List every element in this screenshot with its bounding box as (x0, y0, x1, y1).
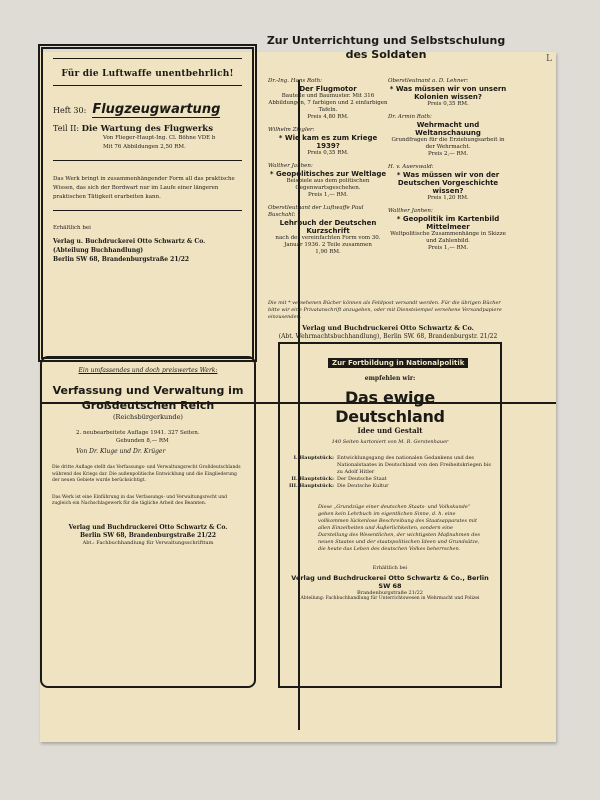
contents-list (288, 455, 492, 490)
book-item: Oberstleutnant a. D. Lehner: * Was müssen wir von unsern Kolonien wissen? Preis 0,35 RM. (388, 78, 507, 107)
book-item: Walther Janhen: * Geopolitisches zur Weltlage Beispiele aus dem politischen Gegenwartsgeschehen. Preis 1,— RM. (268, 163, 387, 198)
left-book-list (268, 78, 388, 262)
book-item: Dr. Armin Roth: Wehrmacht und Weltanschauung Grundfragen für die Erziehungsarbeit in der Wehrmacht. Preis 2,— RM. (388, 114, 505, 157)
right-book-list (388, 78, 508, 262)
publisher-address: Brandenburgstraße 21/22 (357, 590, 423, 596)
soldier-books-section (264, 34, 508, 340)
description: Das Werk bringt in zusammenhängender Form all das praktische Wissen, das sich der Bordwart nur im Laufe einer längeren praktischen Tätigkeit erarbeiten kann. (53, 176, 235, 200)
publisher-info: Verlag und Buchdruckerei Otto Schwartz & Co. Berlin SW 68, Brandenburgstraße 21/22 (68, 523, 228, 539)
edition-line: 2. neubearbeitete Auflage 1941. 327 Seiten. (76, 430, 200, 436)
book-title: Das ewige Deutschland (335, 388, 445, 426)
publisher-info: Verlag u. Buchdruckerei Otto Schwartz & Co. (Abteilung Buchhandlung) Berlin SW 68, Brandenburgstraße 21/22 (53, 238, 206, 263)
book-item: Dr.-Ing. Hans Roth: Der Flugmotor Bauteile und Baumuster. Mit 316 Abbildungen, 7 farbigen und 2 einfarbigen Tafeln. Preis 4,80 RM. (268, 78, 388, 120)
ad-ewige-deutschland (278, 342, 502, 688)
book-item: H. v. Auerswald: * Was müssen wir von der Deutschen Vorgeschichte wissen? Preis 1,20 RM. (388, 164, 500, 201)
content-part: II. Hauptstück: Der Deutsche Staat (291, 476, 387, 482)
body-text-2: Das Werk ist eine Einführung in das Verfassungs- und Verwaltungsrecht und zugleich ein Nachschlagewerk für die tägliche Arbeit des Beamten. (52, 494, 227, 506)
pages-line: 140 Seiten kartoniert von M. R. Gerstenhauer (331, 439, 449, 445)
book-item: Oberstleutnant der Luftwaffe Paul Buschahl: Lehrbuch der Deutschen Kurzschrift nach der vereinfachten Form vom 30. Januar 1936. 2 Teile zusammen 1,90 RM. (268, 205, 381, 255)
book-item: Wilhelm Ziegler: * Wie kam es zum Kriege 1939? Preis 0,35 RM. (268, 127, 378, 156)
content-part: III. Hauptstück: Die Deutsche Kultur (288, 483, 389, 489)
ad-flugzeugwartung (38, 44, 257, 362)
feldpost-note: Die mit * versehenen Bücher können als Feldpost versandt werden. Für die übrigen Bücher bitte wir eine Privatanschrift anzugeben, oder mit Dienstsiempel versehene Versandpapiere einzusenden. (268, 300, 502, 320)
ad-verfassung (40, 356, 256, 688)
book-subtitle: Idee und Gestalt (357, 426, 423, 435)
available-label: Erhältlich bei (53, 225, 91, 231)
corner-mark: L (546, 54, 552, 64)
authors-line: Von Dr. Kluge und Dr. Krüger (76, 448, 166, 455)
section-title: Zur Unterrichtung und Selbstschulung des Soldaten (266, 34, 506, 61)
book-item: Walther Janhen: * Geopolitik im Kartenbild Mittelmeer Weltpolitische Zusammenhänge in Skizze und Zahlenbild. Preis 1,— RM. (388, 208, 506, 251)
teil-label: Teil II: (53, 124, 80, 133)
content-part: I. Hauptstück: Entwicklungsgang des nationalen Gedankens und des Nationalstaates in Deutschland von den Freiheitskriegen bis zu Adolf Hitler (293, 455, 491, 475)
price-line: Gebunden 8,— RM (116, 438, 169, 444)
publisher-department: Abteilung: Fachbuchhandlung für Unterrichtswesen in Wehrmacht und Polizei (300, 596, 480, 601)
available-label: Erhältlich bei (372, 565, 408, 571)
teil-title: Die Wartung des Flugwerks (81, 124, 213, 134)
ad-headline: Für die Luftwaffe unentbehrlich! (61, 69, 234, 79)
heft-label: Heft 30: (53, 105, 87, 115)
body-text-1: Die dritte Auflage stellt das Verfassungs- und Verwaltungsrecht Großdeutschlands während des Kriegs dar. Die außenpolitische Entwicklung und die Eingliederung der neuen Gebiete wurde berücksichtigt. (52, 465, 241, 483)
author-line: Von Flieger-Haupt-Ing. Cl. Böhne VDE b (103, 135, 216, 141)
publisher-name: Verlag und Buchdruckerei Otto Schwartz & Co., Berlin SW 68 (291, 574, 489, 590)
illus-line: Mit 76 Abbildungen 2,50 RM. (103, 144, 186, 150)
book-title: Verfassung und Verwaltung im Großdeutschen Reich (52, 384, 244, 412)
publisher-department: Abt.: Fachbuchhandlung für Verwaltungsschrifttum (82, 539, 214, 546)
publisher-info: Verlag und Buchdruckerei Otto Schwartz & Co. (Abt. Wehrmachtsbuchhandlung), Berlin SW. 68, Brandenburgstr. 21/22 (278, 324, 498, 340)
heft-brand: Flugzeugwartung (92, 102, 221, 117)
description-quote: Diese „Grundzüge einer deutschen Staats- und Volkskunde“ geben kein Lehrbuch im eigentlichen Sinne, d. h. eine vollkommen lückenlose Beschreibung des Staatsapparates mit allen Einzelheiten und Äußerlichkeiten, sondern eine Darstellung des Wesentlichen, der wichtigsten Maßnahmen des neuen Staates und der staatspolitischen Ideen und Grundsätze, die heute das Leben des deutschen Volkes beherrschen. (318, 504, 480, 552)
recommend-line: empfehlen wir: (364, 375, 416, 382)
ad-intro: Ein umfassendes und doch preiswertes Werk: (78, 367, 218, 374)
book-subtitle: (Reichsbürgerkunde) (113, 413, 183, 421)
ad-header-banner: Zur Fortbildung in Nationalpolitik (328, 358, 468, 368)
